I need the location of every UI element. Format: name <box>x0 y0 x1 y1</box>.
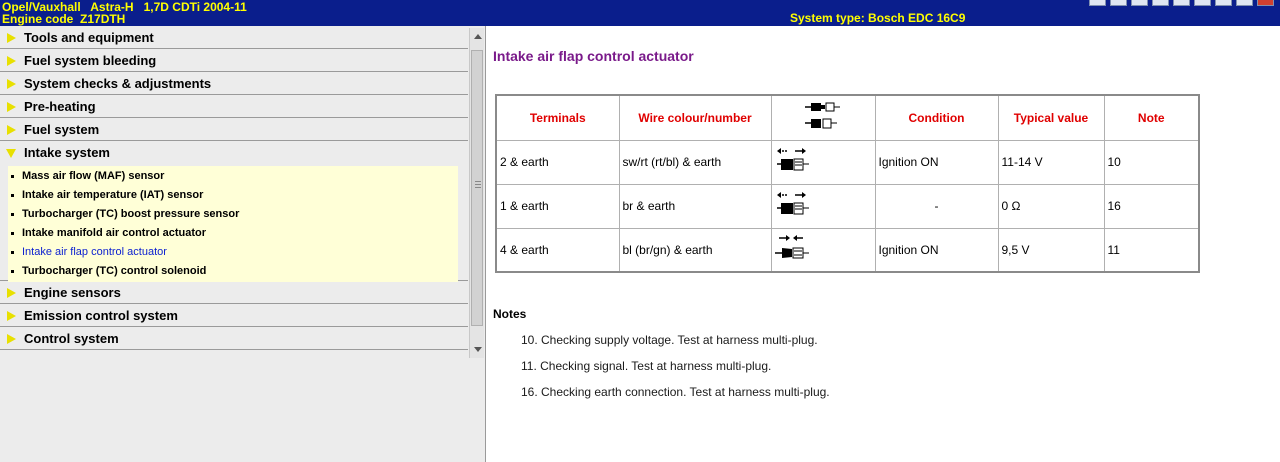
nav-item-engine-sensors[interactable] <box>0 281 468 304</box>
bullet-icon <box>11 194 14 197</box>
nav-item-tools[interactable] <box>0 26 468 49</box>
nav-item-label: Intake system <box>24 145 110 160</box>
engine-code: Engine code Z17DTH <box>2 12 126 26</box>
nav-item-label: Emission control system <box>24 308 178 323</box>
toolbar-button[interactable] <box>1236 0 1253 6</box>
note-item: 10. Checking supply voltage. Test at harness multi-plug. <box>521 333 818 347</box>
nav-item-label: Fuel system bleeding <box>24 53 157 68</box>
cell-value: 9,5 V <box>998 228 1104 272</box>
submenu-item-label: Turbocharger (TC) control solenoid <box>22 265 207 277</box>
column-header: Wire colour/number <box>619 95 771 140</box>
toolbar-button[interactable] <box>1194 0 1211 6</box>
table-row <box>496 184 1199 228</box>
submenu-item-label: Intake manifold air control actuator <box>22 227 206 239</box>
table-header-row <box>496 95 1199 140</box>
arrow-down-icon <box>6 149 16 158</box>
nav-item-label: Tools and equipment <box>24 30 154 45</box>
table-row <box>496 140 1199 184</box>
nav-item-system-checks[interactable] <box>0 72 468 95</box>
toolbar-button[interactable] <box>1152 0 1169 6</box>
cell-note: 16 <box>1104 184 1199 228</box>
column-header: Condition <box>875 95 998 140</box>
page-title: Intake air flap control actuator <box>493 48 694 64</box>
submenu-item-label: Intake air temperature (IAT) sensor <box>22 189 204 201</box>
column-header: Terminals <box>496 95 619 140</box>
cell-note: 11 <box>1104 228 1199 272</box>
system-type: System type: Bosch EDC 16C9 <box>790 11 966 25</box>
cell-terminals: 2 & earth <box>496 140 619 184</box>
grip-icon <box>475 181 481 188</box>
nav-item-fuel-system[interactable] <box>0 118 468 141</box>
cell-wire: bl (br/gn) & earth <box>619 228 771 272</box>
arrow-right-icon <box>7 311 16 321</box>
column-header: Note <box>1104 95 1199 140</box>
toolbar-button[interactable] <box>1215 0 1232 6</box>
bullet-icon <box>11 251 14 254</box>
intake-submenu <box>8 166 458 282</box>
connector-states-icon <box>803 99 843 133</box>
cell-condition: - <box>875 184 998 228</box>
submenu-item-label: Intake air flap control actuator <box>22 246 167 258</box>
cell-note: 10 <box>1104 140 1199 184</box>
column-header: Typical value <box>998 95 1104 140</box>
content-panel <box>487 26 1280 462</box>
nav-item-label: Pre-heating <box>24 99 96 114</box>
cell-condition: Ignition ON <box>875 140 998 184</box>
toolbar-button[interactable] <box>1110 0 1127 6</box>
arrow-right-icon <box>7 288 16 298</box>
cell-value: 0 Ω <box>998 184 1104 228</box>
toolbar <box>1089 0 1280 7</box>
cell-wire: br & earth <box>619 184 771 228</box>
nav-item-emission-control[interactable] <box>0 304 468 327</box>
header-bar <box>0 0 1280 26</box>
nav-item-label: Fuel system <box>24 122 100 137</box>
connector-header <box>771 95 875 140</box>
connector-backprobe-icon <box>771 140 875 184</box>
cell-wire: sw/rt (rt/bl) & earth <box>619 140 771 184</box>
nav-item-pre-heating[interactable] <box>0 95 468 118</box>
cell-value: 11-14 V <box>998 140 1104 184</box>
arrow-right-icon <box>7 102 16 112</box>
toolbar-button[interactable] <box>1131 0 1148 6</box>
connector-disconnected-icon <box>771 228 875 272</box>
navigation-list <box>0 26 468 360</box>
arrow-right-icon <box>7 33 16 43</box>
notes-heading: Notes <box>493 307 527 321</box>
nav-item-control-system[interactable] <box>0 327 468 350</box>
arrow-right-icon <box>7 125 16 135</box>
submenu-item-label: Turbocharger (TC) boost pressure sensor <box>22 208 240 220</box>
bullet-icon <box>11 213 14 216</box>
close-button[interactable] <box>1257 0 1274 6</box>
bullet-icon <box>11 270 14 273</box>
nav-item-label: System checks & adjustments <box>24 76 212 91</box>
connector-backprobe-icon <box>771 184 875 228</box>
cell-terminals: 4 & earth <box>496 228 619 272</box>
toolbar-button[interactable] <box>1173 0 1190 6</box>
toolbar-button[interactable] <box>1089 0 1106 6</box>
scroll-down-icon[interactable] <box>474 347 482 352</box>
cell-terminals: 1 & earth <box>496 184 619 228</box>
test-data-table <box>495 94 1200 273</box>
note-item: 11. Checking signal. Test at harness multi-plug. <box>521 359 772 373</box>
nav-item-label: Control system <box>24 331 119 346</box>
nav-item-label: Engine sensors <box>24 285 121 300</box>
scroll-up-icon[interactable] <box>474 34 482 39</box>
arrow-right-icon <box>7 334 16 344</box>
note-item: 16. Checking earth connection. Test at harness multi-plug. <box>521 385 830 399</box>
bullet-icon <box>11 232 14 235</box>
nav-item-fuel-bleeding[interactable] <box>0 49 468 72</box>
submenu-item-label: Mass air flow (MAF) sensor <box>22 170 165 182</box>
bullet-icon <box>11 175 14 178</box>
scroll-thumb[interactable] <box>471 50 483 326</box>
nav-scrollbar[interactable] <box>469 28 484 358</box>
vehicle-info: Opel/Vauxhall Astra-H 1,7D CDTi 2004-11 <box>2 0 247 14</box>
navigation-panel <box>0 26 486 462</box>
arrow-right-icon <box>7 56 16 66</box>
cell-condition: Ignition ON <box>875 228 998 272</box>
table-row <box>496 228 1199 272</box>
arrow-right-icon <box>7 79 16 89</box>
